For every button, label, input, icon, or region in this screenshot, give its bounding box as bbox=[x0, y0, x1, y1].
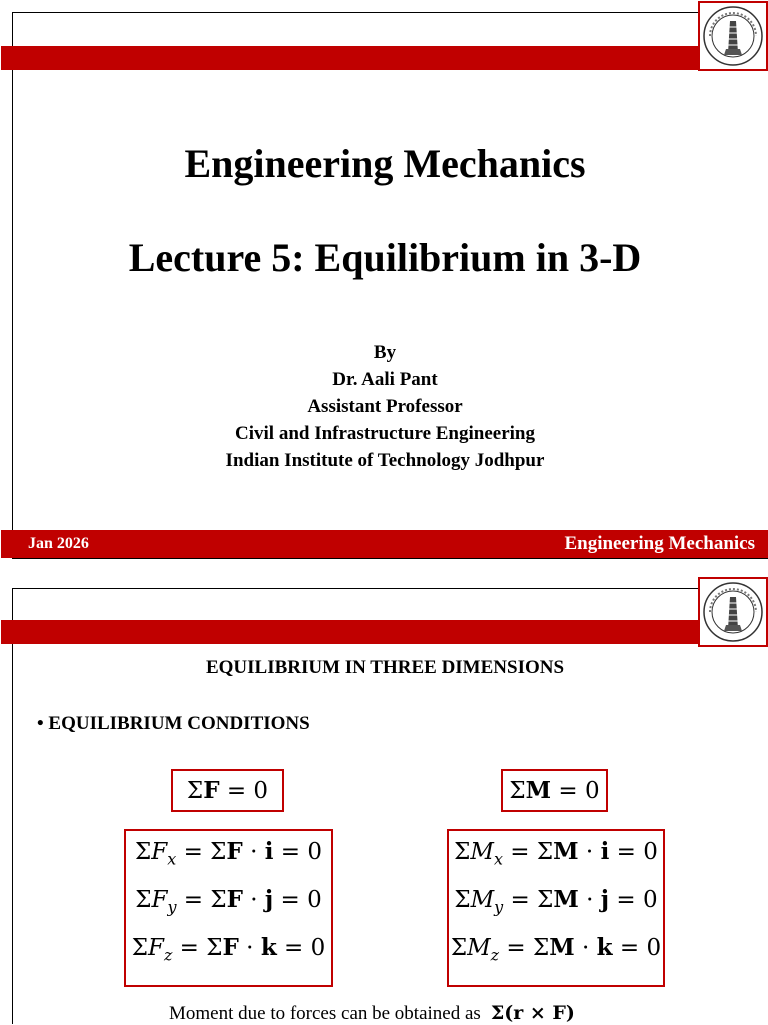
author-name: Dr. Aali Pant bbox=[332, 369, 438, 390]
moment-components-box bbox=[447, 829, 665, 987]
force-sum-equation: ΣF = 0 bbox=[186, 777, 269, 804]
footer-course: Engineering Mechanics bbox=[564, 533, 755, 554]
section-title: EQUILIBRIUM IN THREE DIMENSIONS bbox=[205, 657, 565, 678]
header-red-band bbox=[1, 46, 698, 70]
course-title: Engineering Mechanics bbox=[184, 141, 586, 186]
institute-logo bbox=[698, 1, 768, 71]
moment-note bbox=[169, 1002, 575, 1025]
force-x-equation: $\Sigma F_x = \Sigma F \cdot i = 0$ bbox=[135, 838, 322, 869]
by-label: By bbox=[373, 342, 397, 363]
moment-z-equation: $\Sigma M_z = \Sigma M \cdot k = 0$ bbox=[450, 934, 662, 965]
header-red-band bbox=[1, 620, 698, 644]
footer-date: Jan 2026 bbox=[28, 535, 89, 552]
force-components-box bbox=[124, 829, 333, 987]
force-z-equation: $\Sigma F_z = \Sigma F \cdot k = 0$ bbox=[131, 934, 326, 965]
author-block bbox=[13, 339, 757, 474]
moment-y-equation: $\Sigma M_y = \Sigma M \cdot j = 0$ bbox=[454, 886, 658, 917]
moment-note-text: Moment due to forces can be obtained as bbox=[169, 1003, 481, 1024]
author-department: Civil and Infrastructure Engineering bbox=[235, 423, 535, 444]
author-institute: Indian Institute of Technology Jodhpur bbox=[225, 450, 545, 471]
force-sum-box bbox=[171, 769, 284, 812]
footer-band bbox=[1, 530, 768, 558]
iit-jodhpur-emblem-icon bbox=[700, 579, 766, 645]
moment-x-equation: $\Sigma M_x = \Sigma M \cdot i = 0$ bbox=[454, 838, 658, 869]
institute-logo bbox=[698, 577, 768, 647]
force-y-equation: $\Sigma F_y = \Sigma F \cdot j = 0$ bbox=[135, 886, 322, 917]
bullet-equilibrium-conditions: • EQUILIBRIUM CONDITIONS bbox=[37, 713, 310, 734]
iit-jodhpur-emblem-icon bbox=[700, 3, 766, 69]
moment-sum-box bbox=[501, 769, 608, 812]
lecture-title: Lecture 5: Equilibrium in 3-D bbox=[128, 235, 642, 280]
moment-sum-equation: ΣM = 0 bbox=[509, 777, 600, 804]
content-slide bbox=[12, 588, 768, 1024]
author-designation: Assistant Professor bbox=[307, 396, 463, 417]
moment-expression: Σ(r × F) bbox=[490, 1002, 575, 1024]
title-slide bbox=[12, 12, 768, 559]
